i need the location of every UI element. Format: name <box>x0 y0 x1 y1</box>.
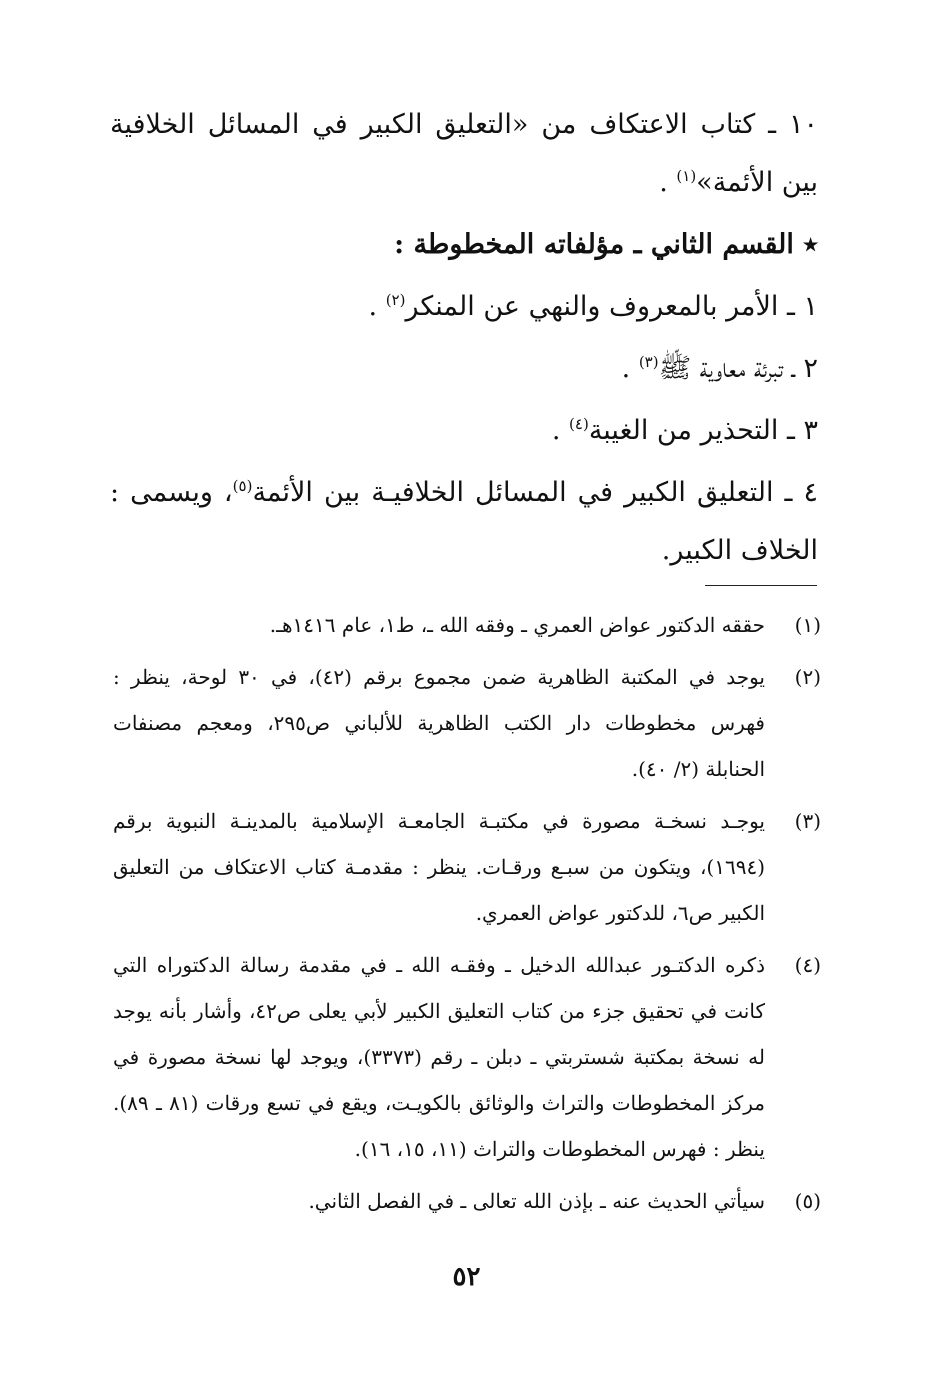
item-3 <box>110 402 818 460</box>
section-heading: ٭ القسم الثاني ـ مؤلفاته المخطوطة : <box>394 229 818 260</box>
footnote <box>113 654 821 792</box>
footnote <box>113 602 821 648</box>
item-2 <box>110 340 818 398</box>
item-1-text: ١ ـ الأمر بالمعروف والنهي عن المنكر <box>405 291 818 322</box>
footnote-number: (٢) <box>794 665 821 689</box>
item-2-end: . <box>621 353 631 384</box>
footnote-text: يوجـد نسخـة مصورة في مكتبـة الجامعـة الإسلامية بالمدينـة النبوية برقم (١٦٩٤)، ويتكون من سبـع ورقـات. ينظر : مقدمـة كتاب الاعتكاف من التعليق الكبير ص٦، للدكتور عواض العمري. <box>113 809 765 925</box>
footnote <box>113 942 821 1172</box>
footnote <box>113 798 821 936</box>
item-1 <box>110 278 818 336</box>
footnote <box>113 1178 821 1224</box>
item-3-end: . <box>551 415 561 446</box>
item-3-text: ٣ ـ التحذير من الغيبة <box>588 415 818 446</box>
footnotes <box>113 602 821 1230</box>
footnote-number: (٥) <box>794 1189 821 1213</box>
item-4-text: ٤ ـ التعليق الكبير في المسائل الخلافيـة بين الأئمة <box>252 477 818 508</box>
footnote-separator <box>705 585 817 586</box>
footnote-ref-1: (١) <box>676 167 697 185</box>
item-2-text: ٢ ـ تبرئة معاوية ﷺ <box>658 353 818 384</box>
footnote-number: (٤) <box>794 953 821 977</box>
item-10-end: . <box>659 167 668 198</box>
item-10 <box>110 96 818 212</box>
footnote-text: ذكره الدكتـور عبدالله الدخيل ـ وفقـه الله ـ في مقدمة رسالة الدكتوراه التي كانت في تحقيق جزء من كتاب التعليق الكبير لأبي يعلى ص٤٢، وأشار بأنه يوجد له نسخة بمكتبة شستربتي ـ دبلن ـ رقم (٣٣٧٣)، ويوجد لها نسخة مصورة في مركز المخطوطات والتراث والوثائق بالكويـت، ويقع في تسع ورقات (٨١ ـ ٨٩). ينظر : فهرس المخطوطات والتراث (١١، ١٥، ١٦). <box>113 953 766 1161</box>
footnote-ref-4: (٤) <box>569 415 589 433</box>
footnote-number: (٣) <box>794 809 821 833</box>
item-1-end: . <box>368 291 378 322</box>
footnote-ref-5: (٥) <box>232 477 253 495</box>
footnote-text: يوجد في المكتبة الظاهرية ضمن مجموع برقم (٤٢)، في ٣٠ لوحة، ينظر : فهرس مخطوطات دار الكتب الظاهرية للألباني ص٢٩٥، ومعجم مصنفات الحنابلة (٢/ ٤٠). <box>113 665 765 781</box>
main-text <box>110 96 818 584</box>
item-4-end: ، ويسمى : الخلاف الكبير. <box>110 477 818 566</box>
footnote-ref-2: (٢) <box>385 291 406 309</box>
footnote-ref-3: (٣) <box>638 353 659 371</box>
item-10-text: ١٠ ـ كتاب الاعتكاف من «التعليق الكبير في المسائل الخلافية بين الأئمة» <box>110 109 818 198</box>
item-4 <box>110 464 818 580</box>
footnote-text: سيأتي الحديث عنه ـ بإذن الله تعالى ـ في الفصل الثاني. <box>308 1189 765 1213</box>
footnote-number: (١) <box>794 613 821 637</box>
page-number: ٥٢ <box>452 1262 481 1292</box>
footnote-text: حققه الدكتور عواض العمري ـ وفقه الله ـ، ط١، عام ١٤١٦هـ. <box>269 613 765 637</box>
